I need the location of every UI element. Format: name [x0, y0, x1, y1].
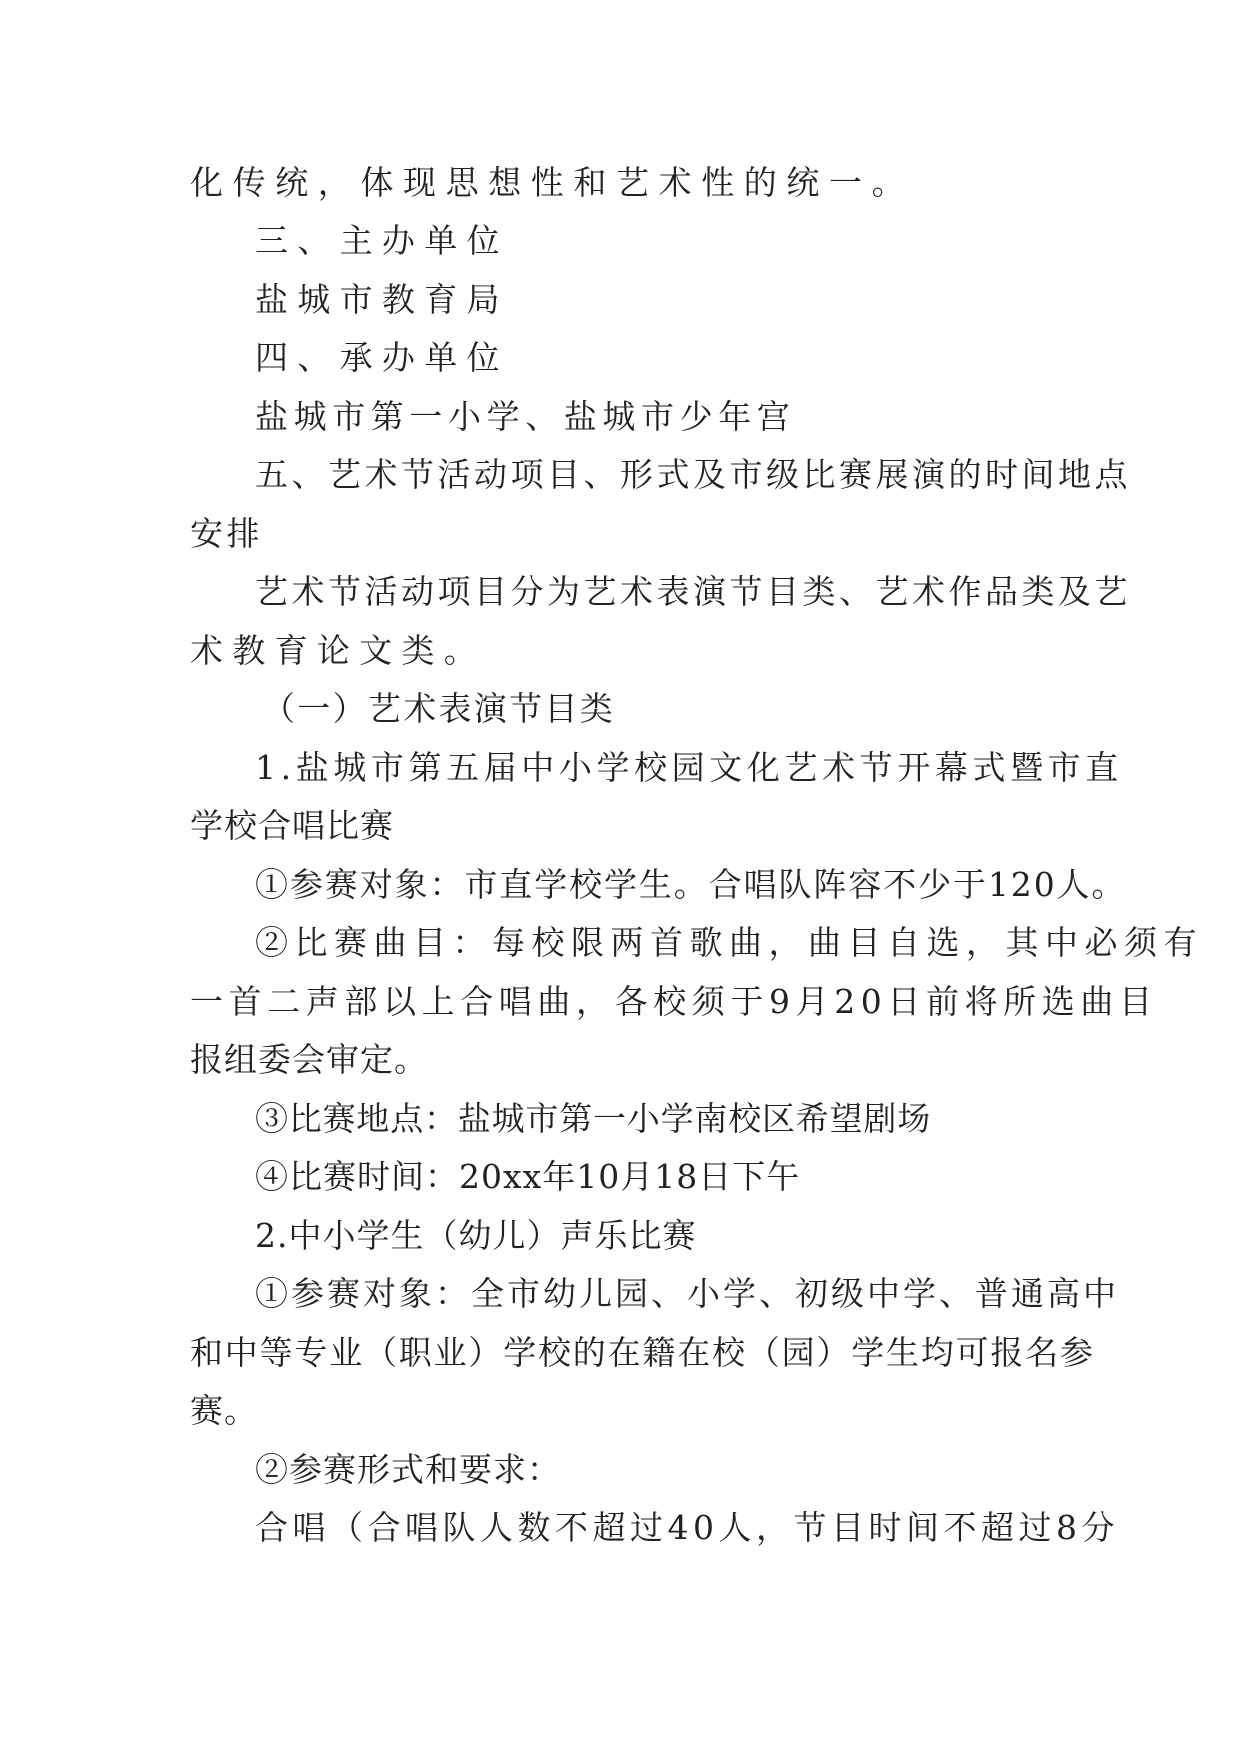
paragraph-line: 一首二声部以上合唱曲，各校须于9月20日前将所选曲目 — [190, 982, 1158, 1021]
paragraph-line: ①参赛对象：全市幼儿园、小学、初级中学、普通高中 — [255, 1274, 1119, 1313]
section-heading: 五、艺术节活动项目、形式及市级比赛展演的时间地点 — [255, 455, 1131, 494]
paragraph-line: ③比赛地点：盐城市第一小学南校区希望剧场 — [255, 1099, 931, 1138]
item-heading: 学校合唱比赛 — [190, 806, 394, 845]
paragraph-line: ④比赛时间：20xx年10月18日下午 — [255, 1157, 801, 1196]
item-heading: 2.中小学生（幼儿）声乐比赛 — [255, 1216, 697, 1255]
paragraph-line: 报组委会审定。 — [190, 1040, 428, 1079]
subsection-heading: （一）艺术表演节目类 — [262, 689, 615, 728]
paragraph-line: 化传统，体现思想性和艺术性的统一。 — [190, 163, 915, 202]
section-heading: 安排 — [190, 514, 263, 553]
section-heading: 四、承办单位 — [255, 338, 509, 377]
paragraph-line: 艺术节活动项目分为艺术表演节目类、艺术作品类及艺 — [255, 572, 1131, 611]
paragraph-line: 盐城市教育局 — [255, 280, 509, 319]
paragraph-line: 合唱（合唱队人数不超过40人，节目时间不超过8分 — [255, 1508, 1119, 1547]
paragraph-line: 赛。 — [190, 1391, 258, 1430]
section-heading: 三、主办单位 — [255, 221, 509, 260]
paragraph-line: ②比赛曲目：每校限两首歌曲，曲目自选，其中必须有 — [255, 923, 1203, 962]
paragraph-line: 盐城市第一小学、盐城市少年宫 — [255, 397, 796, 436]
paragraph-line: ②参赛形式和要求： — [255, 1450, 561, 1489]
paragraph-line: 和中等专业（职业）学校的在籍在校（园）学生均可报名参 — [190, 1333, 1095, 1372]
paragraph-line: 术教育论文类。 — [190, 631, 487, 670]
paragraph-line: ①参赛对象：市直学校学生。合唱队阵容不少于120人。 — [255, 865, 1127, 904]
item-heading: 1.盐城市第五届中小学校园文化艺术节开幕式暨市直 — [255, 748, 1123, 787]
